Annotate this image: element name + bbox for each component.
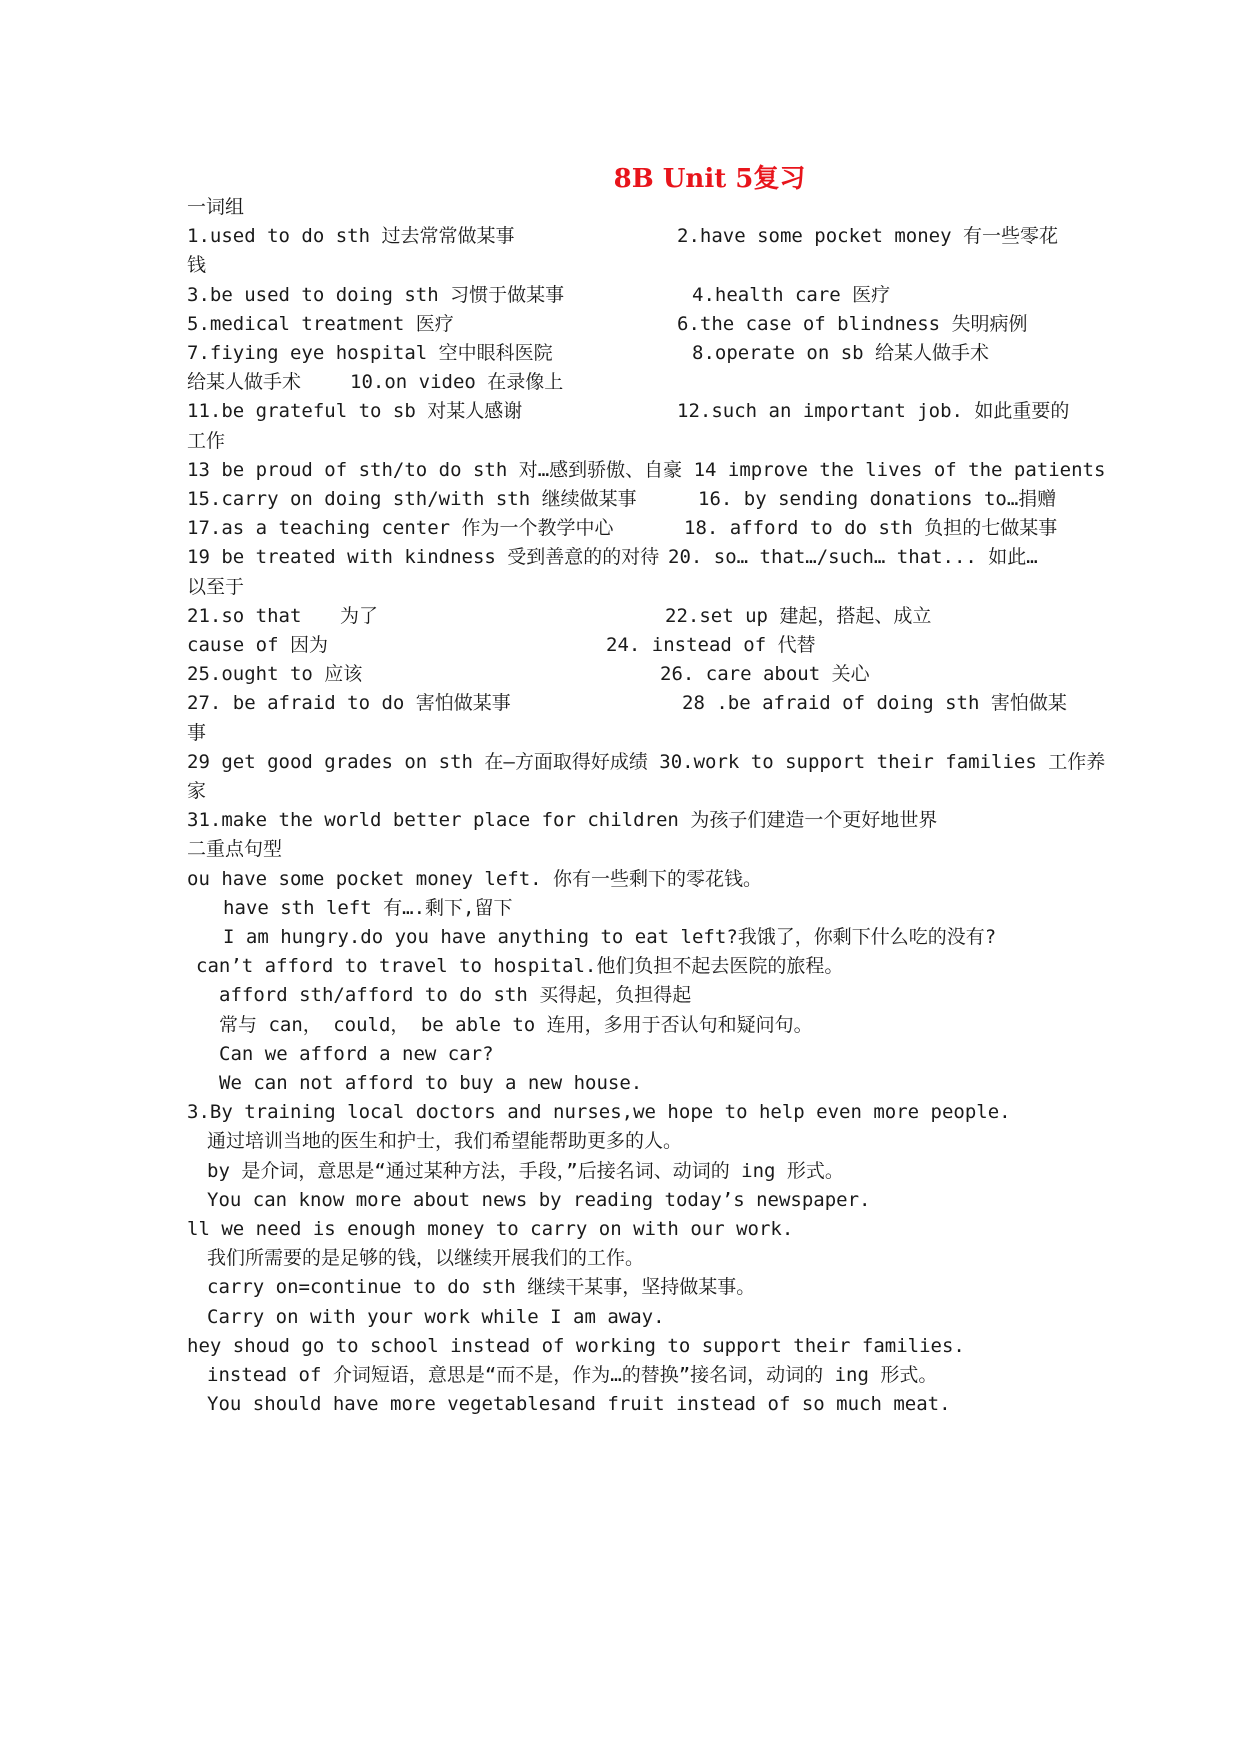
text-line	[0, 954, 1241, 978]
text-line	[0, 721, 1241, 745]
text-segment: 18. afford to do sth 负担的七做某事	[684, 517, 1058, 540]
text-segment: You can know more about news by reading today’s newspaper.	[207, 1188, 871, 1211]
text-line	[0, 1305, 1241, 1329]
text-segment: 21.so that	[187, 604, 302, 627]
text-segment: 一词组	[187, 196, 245, 218]
text-segment: can’t afford to travel to hospital.他们负担不起去医院的旅程。	[196, 955, 844, 978]
text-segment: by 是介词，意思是“通过某种方法，手段，”后接名词、动词的 ing 形式。	[207, 1159, 844, 1182]
text-line	[0, 1042, 1241, 1066]
text-segment: You should have more vegetablesand fruit instead of so much meat.	[207, 1393, 951, 1416]
text-segment: 家	[187, 780, 207, 802]
text-line	[0, 253, 1241, 277]
text-segment: cause of 因为	[187, 634, 328, 656]
text-segment: 5.medical treatment 医疗	[187, 312, 454, 335]
text-line	[0, 983, 1241, 1007]
text-segment: 11.be grateful to sb 对某人感谢	[187, 400, 523, 423]
text-segment: 8.operate on sb 给某人做手术	[692, 342, 990, 364]
text-segment: have sth left 有….剩下,留下	[223, 896, 513, 919]
text-segment: carry on=continue to do sth 继续干某事，坚持做某事。	[207, 1276, 756, 1299]
text-line	[0, 1334, 1241, 1358]
text-segment: 17.as a teaching center 作为一个教学中心	[187, 517, 614, 540]
text-segment: 7.fiying eye hospital 空中眼科医院	[187, 342, 553, 364]
text-line	[0, 633, 1241, 657]
text-line	[0, 458, 1241, 482]
text-segment: ou have some pocket money left. 你有一些剩下的零花钱。	[187, 867, 763, 890]
text-segment: I am hungry.do you have anything to eat left?我饿了，你剩下什么吃的没有?	[223, 926, 997, 948]
text-segment: 31.make the world better place for children 为孩子们建造一个更好地世界	[187, 809, 938, 832]
text-segment: 通过培训当地的医生和护士，我们希望能帮助更多的人。	[207, 1130, 683, 1153]
text-line	[0, 516, 1241, 540]
text-line	[0, 1071, 1241, 1095]
text-segment: 2.have some pocket money 有一些零花	[677, 225, 1058, 248]
text-line	[0, 1100, 1241, 1124]
text-line	[0, 1246, 1241, 1270]
text-line	[0, 1392, 1241, 1416]
text-segment: 28 .be afraid of doing sth 害怕做某	[682, 692, 1067, 715]
text-line	[0, 604, 1241, 628]
text-line	[0, 224, 1241, 248]
text-segment: 3.be used to doing sth 习惯于做某事	[187, 283, 565, 306]
text-segment: 以至于	[187, 575, 245, 598]
text-line	[0, 341, 1241, 365]
text-segment: 27. be afraid to do 害怕做某事	[187, 692, 511, 715]
text-segment: 29 get good grades on sth 在—方面取得好成绩 30.work to support their families 工作养	[187, 750, 1106, 773]
text-line	[0, 283, 1241, 307]
text-segment: 19 be treated with kindness 受到善意的的对待	[187, 546, 660, 569]
text-segment: 3.By training local doctors and nurses,we hope to help even more people.	[187, 1101, 1011, 1124]
text-line	[0, 867, 1241, 891]
text-segment: 4.health care 医疗	[692, 283, 891, 306]
text-line	[0, 1363, 1241, 1387]
text-segment: instead of 介词短语，意思是“而不是，作为…的替换”接名词，动词的 ing 形式。	[207, 1364, 938, 1386]
text-segment: Carry on with your work while I am away.	[207, 1305, 665, 1328]
text-segment: 10.on video 在录像上	[350, 371, 564, 394]
text-segment: 1.used to do sth 过去常常做某事	[187, 225, 515, 248]
text-line	[0, 370, 1241, 394]
text-line	[0, 925, 1241, 949]
text-segment: 15.carry on doing sth/with sth 继续做某事	[187, 488, 637, 510]
text-segment: Can we afford a new car?	[219, 1042, 494, 1065]
text-line	[0, 545, 1241, 569]
text-segment: 工作	[187, 429, 226, 452]
text-segment: ll we need is enough money to carry on with our work.	[187, 1218, 794, 1240]
text-line	[0, 779, 1241, 803]
text-segment: 钱	[187, 254, 207, 277]
text-segment: We can not afford to buy a new house.	[219, 1072, 643, 1094]
text-line	[0, 312, 1241, 336]
text-segment: hey shoud go to school instead of working to support their families.	[187, 1334, 965, 1357]
text-line	[0, 1188, 1241, 1212]
text-line	[0, 429, 1241, 453]
text-segment: 16. by sending donations to…捐赠	[698, 488, 1057, 510]
text-line	[0, 575, 1241, 599]
text-segment: 26. care about 关心	[660, 663, 870, 686]
text-segment: 为了	[340, 604, 379, 627]
text-segment: 二重点句型	[187, 838, 283, 861]
text-line	[0, 662, 1241, 686]
text-segment: 13 be proud of sth/to do sth 对…感到骄傲、自豪 14 improve the lives of the patients	[187, 458, 1106, 481]
text-line	[0, 691, 1241, 715]
text-segment: 6.the case of blindness 失明病例	[677, 312, 1028, 335]
text-segment: 事	[187, 721, 207, 744]
text-segment: 24. instead of 代替	[606, 634, 816, 656]
text-line	[0, 896, 1241, 920]
text-line	[0, 808, 1241, 832]
text-line	[0, 399, 1241, 423]
text-segment: 我们所需要的是足够的钱，以继续开展我们的工作。	[207, 1247, 645, 1270]
text-line	[0, 1217, 1241, 1241]
text-line	[0, 1275, 1241, 1299]
text-segment: 20. so… that…/such… that... 如此…	[668, 546, 1038, 569]
text-line	[0, 195, 1241, 219]
text-segment: afford sth/afford to do sth 买得起，负担得起	[219, 984, 692, 1007]
text-segment: 25.ought to 应该	[187, 663, 363, 686]
text-segment: 给某人做手术	[187, 371, 302, 394]
text-segment: 常与 can， could， be able to 连用，多用于否认句和疑问句。	[219, 1013, 813, 1036]
text-line	[0, 1159, 1241, 1183]
text-line	[0, 1013, 1241, 1037]
text-segment: 22.set up 建起，搭起、成立	[665, 604, 932, 627]
text-line	[0, 487, 1241, 511]
text-line	[0, 837, 1241, 861]
text-line	[0, 1129, 1241, 1153]
text-line	[0, 750, 1241, 774]
page-title: 8B Unit 5复习	[613, 164, 806, 194]
text-segment: 12.such an important job. 如此重要的	[677, 400, 1070, 423]
